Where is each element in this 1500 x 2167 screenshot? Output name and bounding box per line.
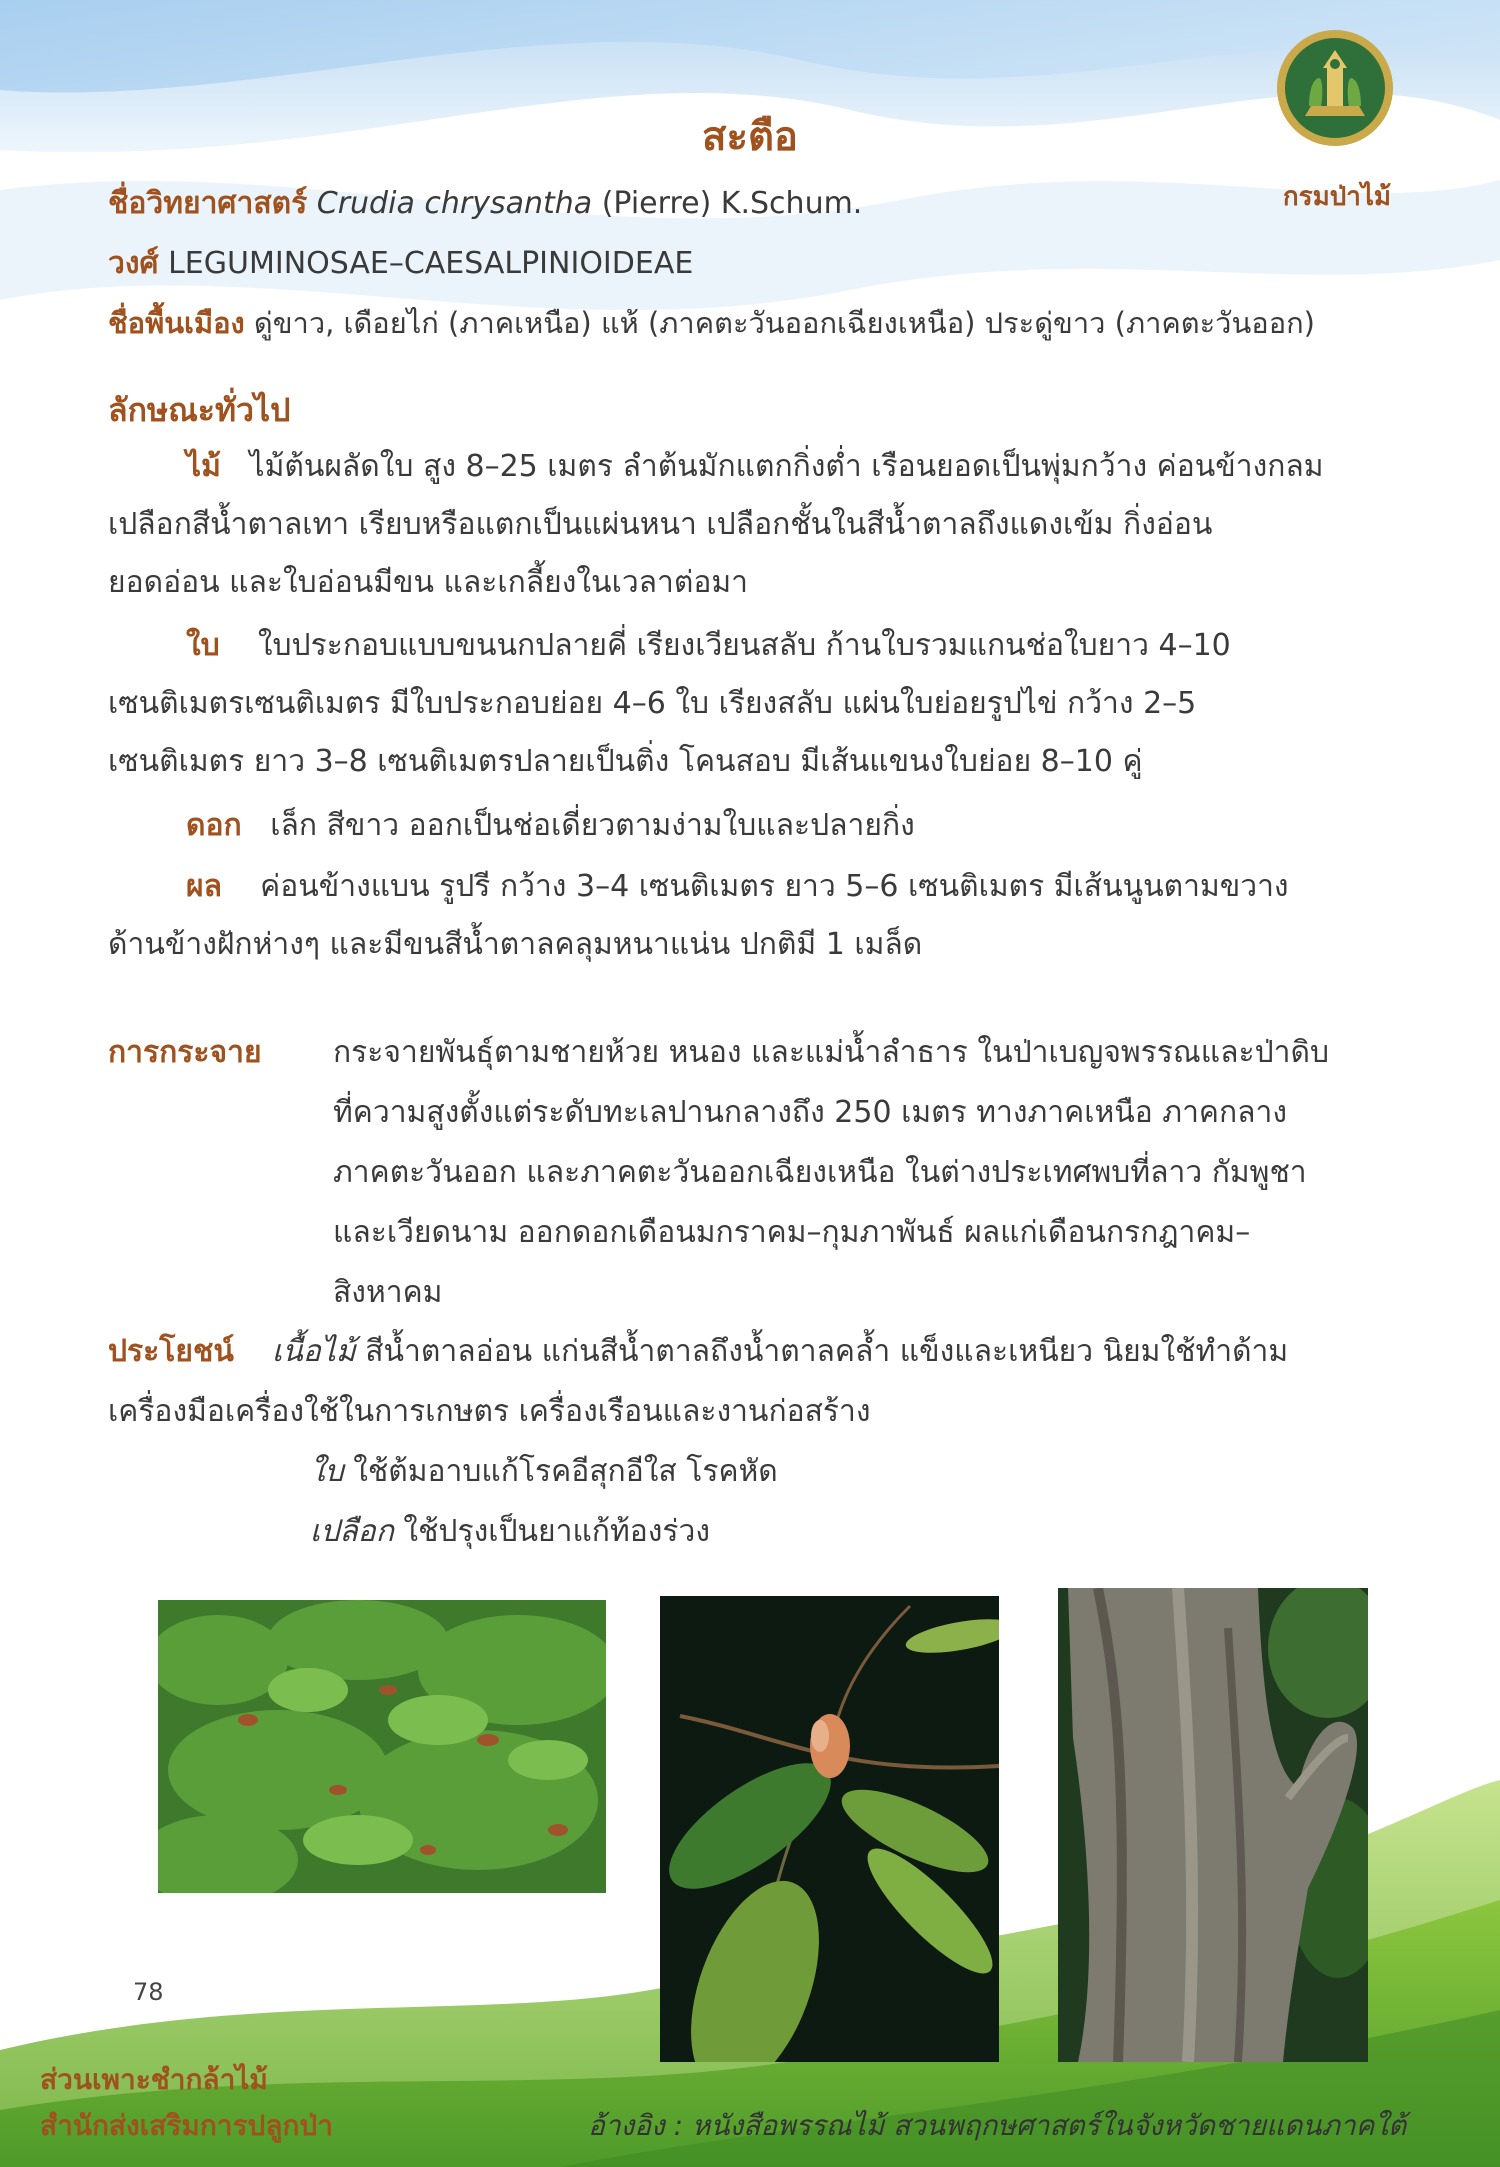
tree-canopy-photo bbox=[158, 1600, 606, 1893]
uses-leaf-line bbox=[310, 1443, 778, 1501]
distribution-line-4: และเวียดนาม ออกดอกเดือนมกราคม–กุมภาพันธ์ ผลแก่เดือนกรกฎาคม– bbox=[333, 1215, 1251, 1250]
distribution-line-1: กระจายพันธุ์ตามชายห้วย หนอง และแม่น้ำลำธาร ในป่าเบญจพรรณและป่าดิบ bbox=[333, 1035, 1329, 1070]
uses-bark-text: ใช้ปรุงเป็นยาแก้ท้องร่วง bbox=[403, 1514, 711, 1549]
fruit-text-1: ค่อนข้างแบน รูปรี กว้าง 3–4 เซนติเมตร ยาว 5–6 เซนติเมตร มีเส้นนูนตามขวาง bbox=[260, 869, 1289, 904]
uses-leaf-term: ใบ bbox=[310, 1454, 344, 1489]
uses-bark-term: เปลือก bbox=[310, 1514, 394, 1549]
local-names-value: ดู่ขาว, เดือยไก่ (ภาคเหนือ) แห้ (ภาคตะวันออกเฉียงเหนือ) ประดู่ขาว (ภาคตะวันออก) bbox=[253, 306, 1315, 340]
leaf-bud-photo bbox=[660, 1596, 999, 2062]
uses-line-1 bbox=[108, 1323, 1288, 1381]
uses-bark-line bbox=[310, 1503, 710, 1561]
distribution-line-3: ภาคตะวันออก และภาคตะวันออกเฉียงเหนือ ในต่างประเทศพบที่ลาว กัมพูชา bbox=[333, 1155, 1307, 1190]
local-names-line bbox=[108, 300, 1315, 346]
tree-line-1 bbox=[186, 438, 1324, 496]
tree-text-1: ไม้ต้นผลัดใบ สูง 8–25 เมตร ลำต้นมักแตกกิ่งต่ำ เรือนยอดเป็นพุ่มกว้าง ค่อนข้างกลม bbox=[249, 449, 1324, 484]
organization-line-2: สำนักส่งเสริมการปลูกป่า bbox=[40, 2109, 333, 2142]
scientific-name-line bbox=[108, 180, 862, 227]
tree-text-2: เปลือกสีน้ำตาลเทา เรียบหรือแตกเป็นแผ่นหนา เปลือกชั้นในสีน้ำตาลถึงแดงเข้ม กิ่งอ่อน bbox=[108, 507, 1213, 542]
organization-line-1: ส่วนเพาะชำกล้าไม้ bbox=[40, 2063, 268, 2096]
fruit-line-1 bbox=[186, 858, 1289, 916]
family-line bbox=[108, 240, 693, 287]
flower-label: ดอก bbox=[186, 808, 242, 843]
uses-leaf-text: ใช้ต้มอาบแก้โรคอีสุกอีใส โรคหัด bbox=[353, 1454, 778, 1489]
general-heading: ลักษณะทั่วไป bbox=[108, 391, 291, 429]
leaf-line-1 bbox=[186, 617, 1231, 675]
distribution-line-2: ที่ความสูงตั้งแต่ระดับทะเลปานกลางถึง 250 เมตร ทางภาคเหนือ ภาคกลาง bbox=[333, 1095, 1288, 1130]
leaf-label: ใบ bbox=[186, 628, 220, 663]
uses-label: ประโยชน์ bbox=[108, 1334, 234, 1369]
uses-wood-text-2: เครื่องมือเครื่องใช้ในการเกษตร เครื่องเรือนและงานก่อสร้าง bbox=[108, 1394, 871, 1429]
bark-trunk-photo bbox=[1058, 1588, 1368, 2062]
fruit-label: ผล bbox=[186, 869, 222, 904]
flower-text: เล็ก สีขาว ออกเป็นช่อเดี่ยวตามง่ามใบและปลายกิ่ง bbox=[270, 808, 915, 843]
scientific-name-authority: (Pierre) K.Schum. bbox=[601, 186, 863, 221]
leaf-text-3: เซนติเมตร ยาว 3–8 เซนติเมตรปลายเป็นติ่ง โคนสอบ มีเส้นแขนงใบย่อย 8–10 คู่ bbox=[108, 744, 1143, 779]
leaf-text-1: ใบประกอบแบบขนนกปลายคี่ เรียงเวียนสลับ ก้านใบรวมแกนช่อใบยาว 4–10 bbox=[257, 628, 1231, 663]
tree-text-3: ยอดอ่อน และใบอ่อนมีขน และเกลี้ยงในเวลาต่อมา bbox=[108, 565, 749, 600]
family-value: LEGUMINOSAE–CAESALPINIOIDEAE bbox=[168, 246, 694, 281]
distribution-line-5: สิงหาคม bbox=[333, 1275, 443, 1310]
page-title: สะตือ bbox=[702, 114, 798, 160]
scientific-name-species: Crudia chrysantha bbox=[316, 186, 593, 221]
scientific-name-label: ชื่อวิทยาศาสตร์ bbox=[108, 186, 308, 221]
leaf-text-2: เซนติเมตรเซนติเมตร มีใบประกอบย่อย 4–6 ใบ เรียงสลับ แผ่นใบย่อยรูปไข่ กว้าง 2–5 bbox=[108, 686, 1197, 721]
fruit-text-2: ด้านข้างฝักห่างๆ และมีขนสีน้ำตาลคลุมหนาแน่น ปกติมี 1 เมล็ด bbox=[108, 927, 923, 962]
uses-wood-term: เนื้อไม้ bbox=[272, 1334, 356, 1369]
reference-citation: อ้างอิง : หนังสือพรรณไม้ สวนพฤกษศาสตร์ในจังหวัดชายแดนภาคใต้ bbox=[588, 2109, 1407, 2142]
flower-line bbox=[186, 797, 915, 855]
uses-wood-text-1: สีน้ำตาลอ่อน แก่นสีน้ำตาลถึงน้ำตาลคล้ำ แข็งและเหนียว นิยมใช้ทำด้าม bbox=[365, 1334, 1289, 1369]
tree-label: ไม้ bbox=[186, 449, 221, 484]
logo-label: กรมป่าไม้ bbox=[1282, 182, 1392, 212]
distribution-label: การกระจาย bbox=[108, 1035, 262, 1070]
family-label: วงศ์ bbox=[108, 246, 159, 281]
page-number: 78 bbox=[133, 1978, 164, 2006]
local-names-label: ชื่อพื้นเมือง bbox=[108, 306, 245, 340]
